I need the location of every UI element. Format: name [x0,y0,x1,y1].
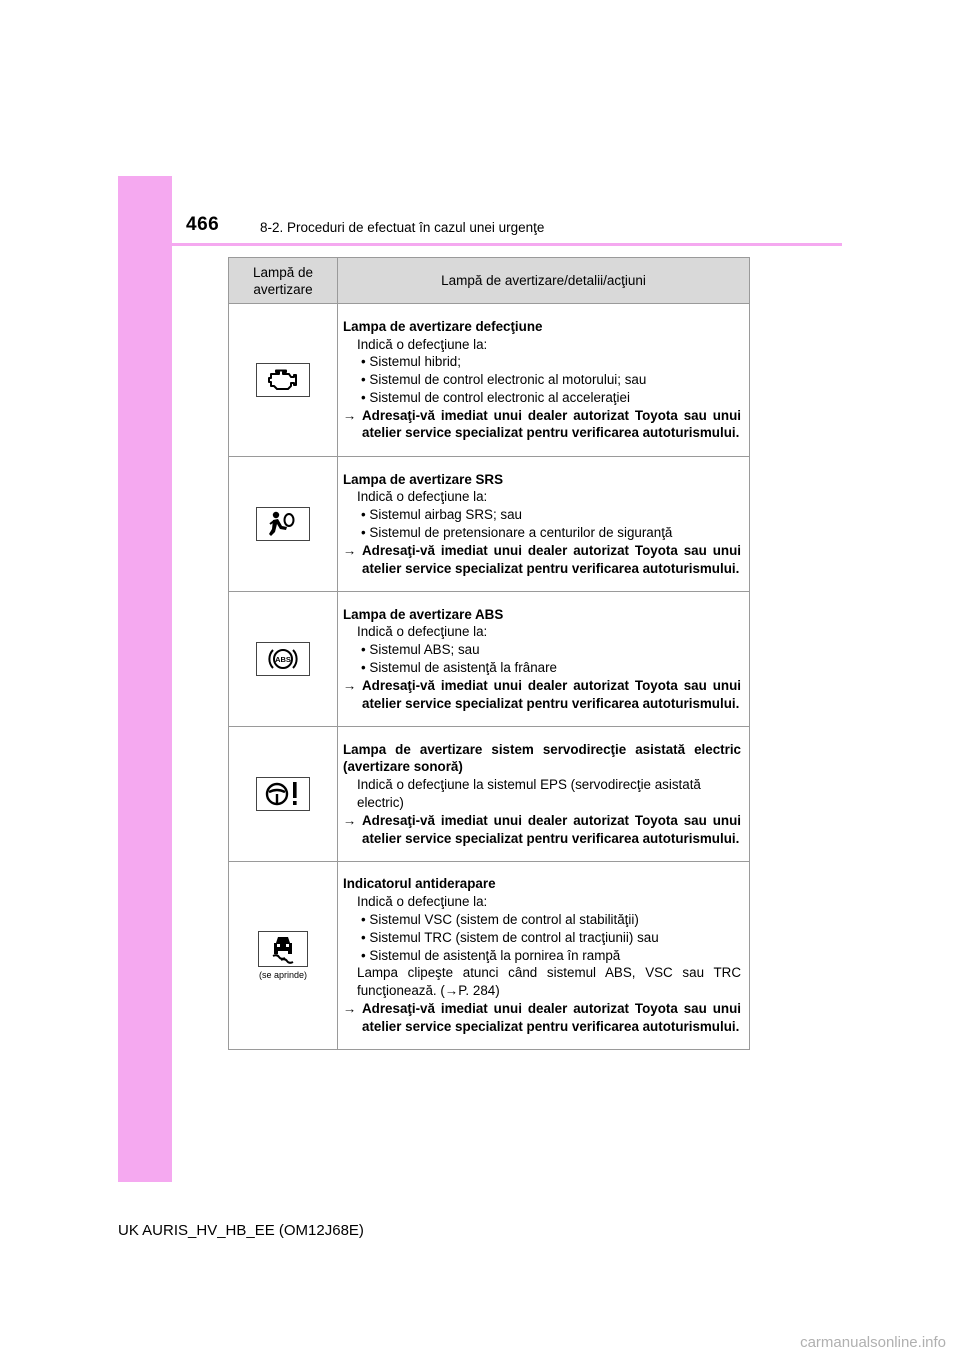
lamp-title: Lampa de avertizare defecţiune [343,318,543,334]
lamp-title: Lampa de avertizare ABS [343,606,504,622]
icon-cell [229,304,338,457]
lamp-intro: Indică o defecţiune la sistemul EPS (servodirecţie asistată electric) [357,777,701,810]
table-row-srs [229,457,750,592]
slip-indicator-icon [258,931,308,967]
bullet-item: • Sistemul VSC (sistem de control al stabilităţii) [361,912,639,927]
table-row-abs [229,592,750,727]
side-tab-band [118,176,172,1182]
lamp-title: Lampa de avertizare SRS [343,471,504,487]
icon-cell [229,862,338,1050]
action-text: → Adresaţi-vă imediat unui dealer autorizat Toyota sau unui atelier service specializat pentru verificarea autoturismului. [343,407,741,441]
bullet-item: • Sistemul ABS; sau [361,642,480,658]
icon-cell [229,727,338,862]
lamp-intro: Indică o defecţiune la: [357,624,488,640]
lamp-title: Indicatorul antiderapare [343,876,496,892]
eps-steering-icon [256,777,310,811]
action-text: → Adresaţi-vă imediat unui dealer autorizat Toyota sau unui atelier service specializat pentru verificarea autoturismului. [343,812,741,846]
warning-lamp-table [228,257,750,1050]
bullet-item: • Sistemul de asistenţă la pornirea în rampă [361,947,621,963]
bullet-item: • Sistemul de pretensionare a centurilor de siguranţă [361,525,673,540]
details-cell [338,457,750,592]
bullet-item: • Sistemul hibrid; [361,354,461,370]
header-divider [172,243,842,246]
column-header-lamp: Lampă de avertizare [229,258,338,304]
abs-icon [256,642,310,676]
arrow-icon: → [343,407,357,423]
details-cell [338,304,750,457]
watermark: carmanualsonline.info [800,1334,946,1351]
table-row-slip [229,862,750,1050]
lamp-intro: Indică o defecţiune la: [357,336,488,352]
arrow-icon: → [343,677,357,693]
abs-icon-label: ABS [275,655,291,664]
bullet-item: • Sistemul de asistenţă la frânare [361,660,557,675]
details-cell [338,862,750,1050]
bullet-item: • Sistemul airbag SRS; sau [361,507,522,523]
arrow-icon: → [343,542,357,558]
icon-cell [229,457,338,592]
arrow-icon: → [343,1000,357,1016]
table-row-eps [229,727,750,862]
section-title: 8-2. Proceduri de efectuat în cazul unei urgenţe [260,220,545,235]
table-row-malfunction [229,304,750,457]
table-header-row [229,258,750,304]
lamp-note: Lampa clipeşte atunci când sistemul ABS, VSC sau TRC funcţionează. (→P. 284) [357,965,741,999]
icon-note: (se aprinde) [258,970,308,980]
bullet-item: • Sistemul TRC (sistem de control al tracţiunii) sau [361,929,659,945]
srs-airbag-icon [256,507,310,541]
action-text: → Adresaţi-vă imediat unui dealer autorizat Toyota sau unui atelier service specializat pentru verificarea autoturismului. [343,542,741,576]
lamp-intro: Indică o defecţiune la: [357,489,488,505]
bullet-item: • Sistemul de control electronic al motorului; sau [361,372,647,388]
action-text: → Adresaţi-vă imediat unui dealer autorizat Toyota sau unui atelier service specializat pentru verificarea autoturismului. [343,1000,741,1034]
footer-model-code: UK AURIS_HV_HB_EE (OM12J68E) [118,1222,364,1239]
arrow-icon: → [343,812,357,828]
bullet-item: • Sistemul de control electronic al acceleraţiei [361,389,630,405]
page-number: 466 [186,214,220,235]
icon-cell [229,592,338,727]
details-cell [338,727,750,862]
column-header-details: Lampă de avertizare/detalii/acţiuni [338,258,750,304]
details-cell [338,592,750,727]
lamp-title: Lampa de avertizare sistem servodirecţie asistată electric (avertizare sonoră) [343,741,741,775]
lamp-intro: Indică o defecţiune la: [357,894,488,910]
action-text: → Adresaţi-vă imediat unui dealer autorizat Toyota sau unui atelier service specializat pentru verificarea autoturismului. [343,677,741,711]
check-engine-icon [256,363,310,397]
